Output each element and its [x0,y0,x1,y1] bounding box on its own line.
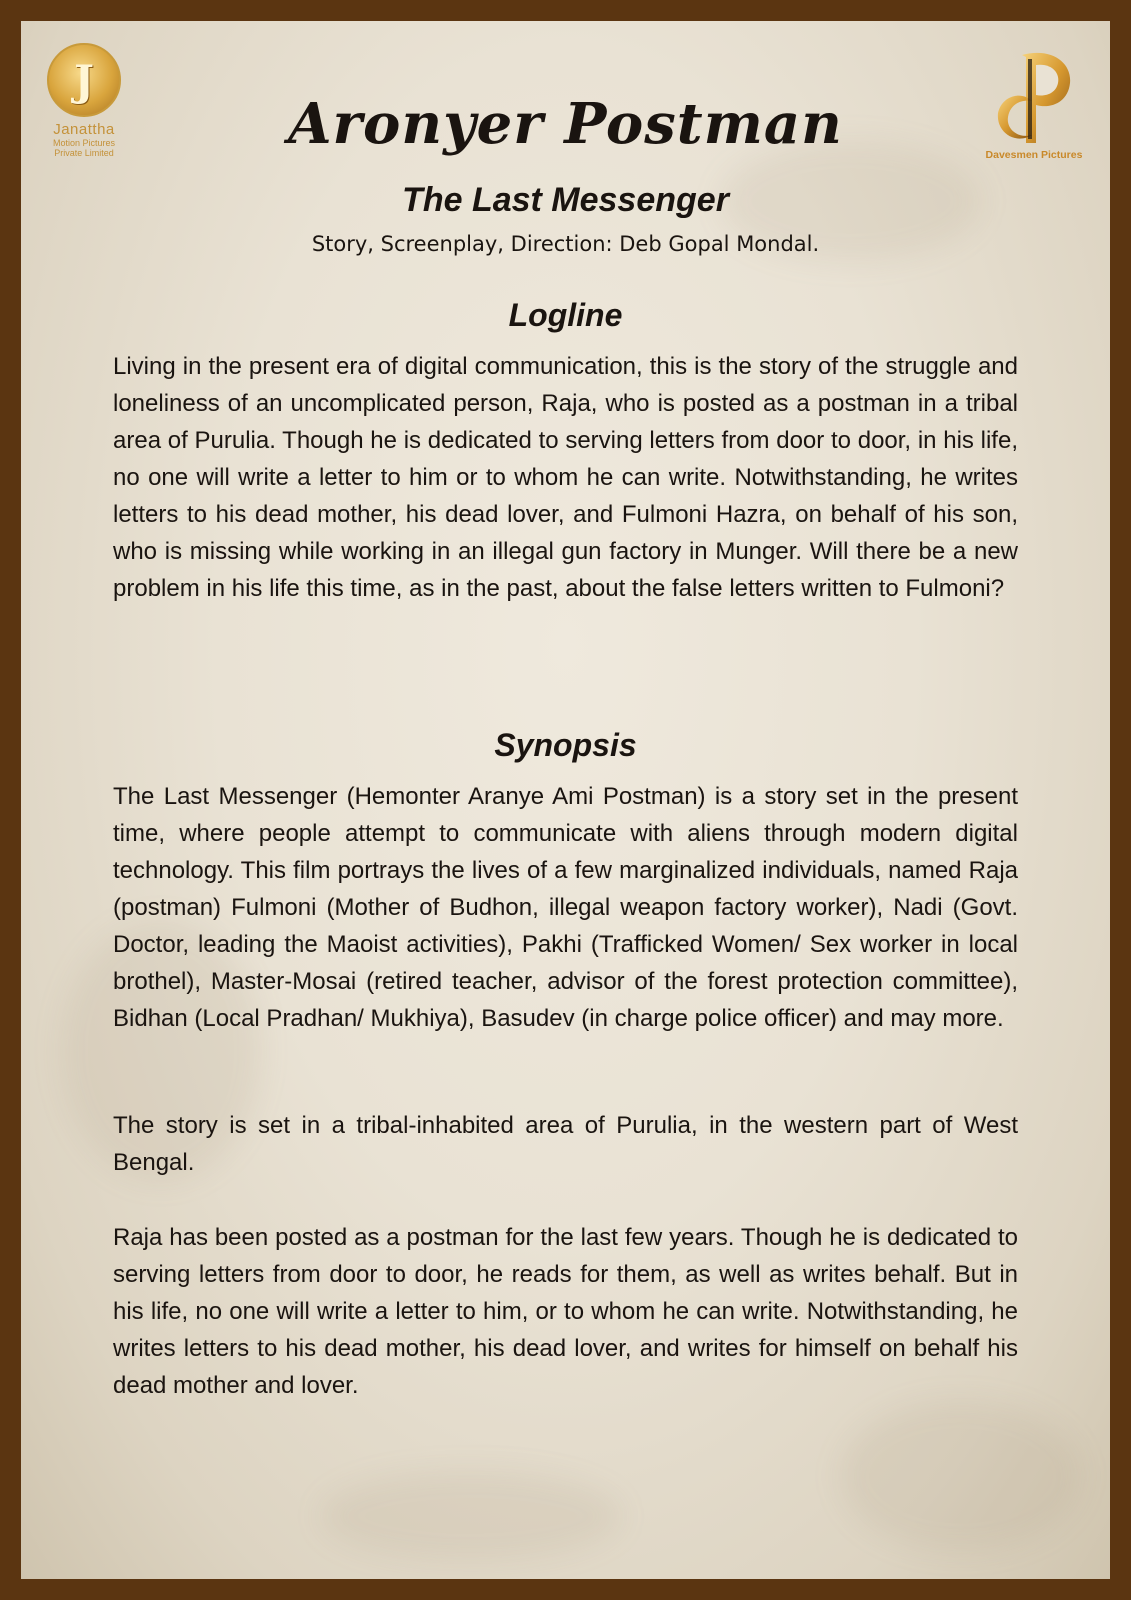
logline-text: Living in the present era of digital communication, this is the story of the struggle and loneliness of an uncomplicated person, Raja, who is posted as a postman in a tribal area of Purulia. Though he is dedicated to serving letters from door to door, in his life, no one will write a letter to him or to whom he can write. Notwithstanding, he writes letters to his dead mother, his dead lover, and Fulmoni Hazra, on behalf of his son, who is missing while working in an illegal gun factory in Munger. Will there be a new problem in his life this time, as in the past, about the false letters written to Fulmoni? [113,353,1018,602]
film-subtitle: The Last Messenger [402,181,729,219]
janattha-emblem-icon: J [47,43,121,117]
synopsis-paragraph-1: The Last Messenger (Hemonter Aranye Ami Postman) is a story set in the present time, where people attempt to communicate with aliens through modern digital technology. This film portrays the lives of a few marginalized individuals, named Raja (postman) Fulmoni (Mother of Budhon, illegal weapon factory worker), Nadi (Govt. Doctor, leading the Maoist activities), Pakhi (Trafficked Women/ Sex worker in local brothel), Master-Mosai (retired teacher, advisor of the forest protection committee), Bidhan (Local Pradhan/ Mukhiya), Basudev (in charge police officer) and may more. [113,783,1018,1032]
janattha-logo-text: Janattha [53,121,115,138]
synopsis-paragraph-2: The story is set in a tribal-inhabited area of Purulia, in the western part of West Bengal. [113,1112,1018,1176]
janattha-logo-sub1: Motion Pictures [52,138,116,148]
paper-background [21,21,1110,1579]
janattha-logo-sub2: Private Limited [54,148,114,158]
logline-heading: Logline [508,297,623,333]
davesmen-logo-text: Davesmen Pictures [985,149,1083,161]
synopsis-heading: Synopsis [494,727,637,763]
film-title: Aronyer Postman [288,91,843,157]
synopsis-paragraph-3: Raja has been posted as a postman for the last few years. Though he is dedicated to serving letters from door to door, he reads for them, as well as writes behalf. But in his life, no one will write a letter to him, or to whom he can write. Notwithstanding, he writes letters to his dead mother, his dead lover, and writes for himself on behalf his dead mother and lover. [113,1224,1018,1399]
director-credit: Story, Screenplay, Direction: Deb Gopal Mondal. [311,232,820,256]
